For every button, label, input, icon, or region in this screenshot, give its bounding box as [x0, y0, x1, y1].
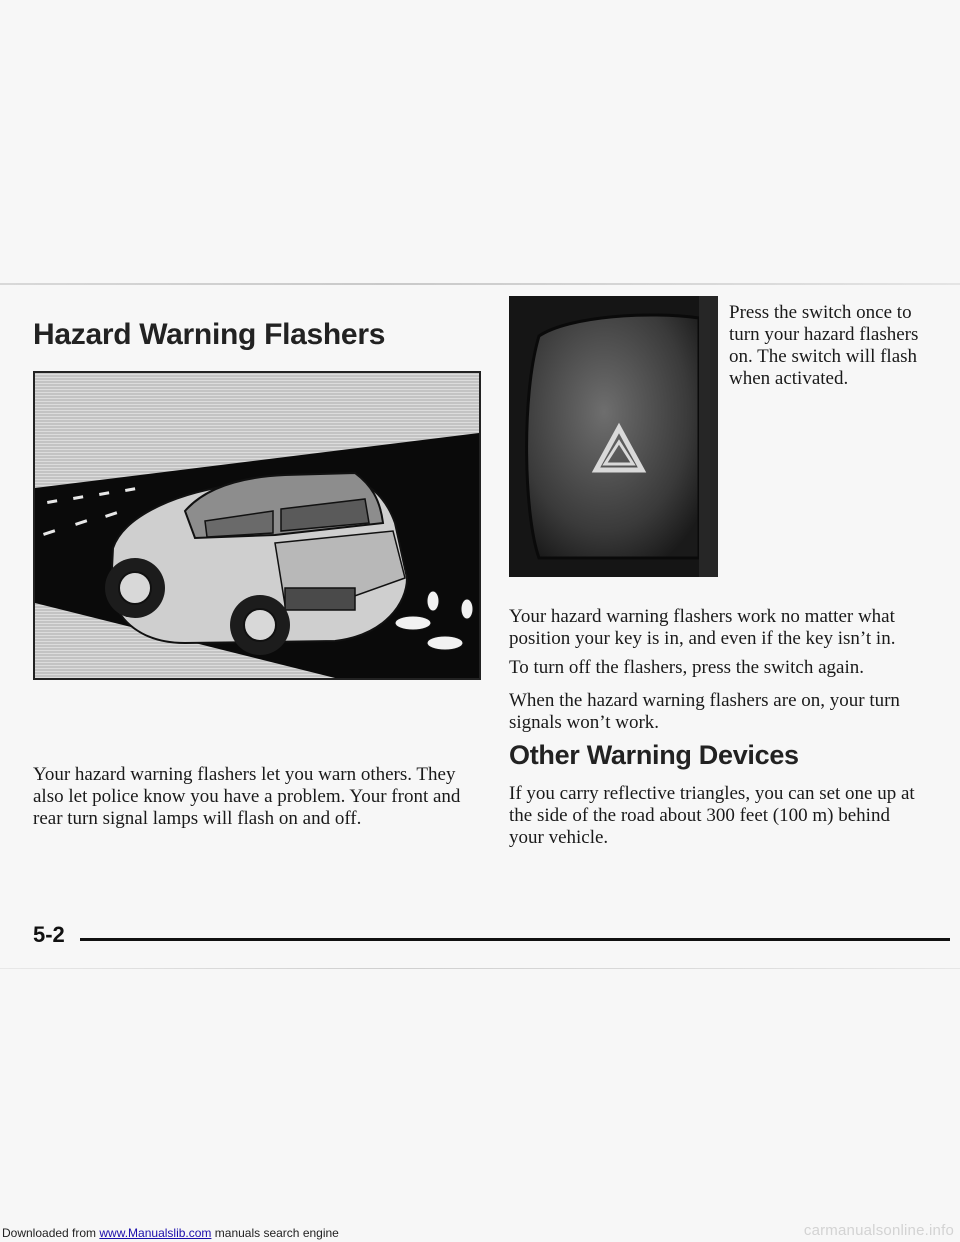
other-devices-title: Other Warning Devices [509, 740, 799, 770]
switch-instruction: Press the switch once to turn your hazard flashers on. The switch will flash when activated. [729, 302, 919, 389]
top-rule [0, 283, 960, 285]
page-number: 5-2 [33, 922, 65, 947]
other-devices-paragraph: If you carry reflective triangles, you can set one up at the side of the road about 300 feet (100 m) behind your vehicle. [509, 783, 915, 848]
hazard-switch-photo [509, 296, 718, 577]
hazard-switch-drawing [509, 296, 718, 577]
download-note [2, 1226, 339, 1240]
hazard-paragraph-2: To turn off the flashers, press the switch again. [509, 657, 865, 678]
download-suffix: manuals search engine [211, 1226, 339, 1240]
car-drawing [35, 373, 479, 678]
hazard-paragraph-3: When the hazard warning flashers are on, your turn signals won’t work. [509, 690, 900, 733]
hazard-description: Your hazard warning flashers let you warn others. They also let police know you have a problem. Your front and rear turn signal lamps will flash on and off. [33, 764, 461, 829]
manualslib-link[interactable]: www.Manualslib.com [99, 1226, 212, 1240]
hazard-paragraph-1: Your hazard warning flashers work no matter what position your key is in, and even if the key isn’t in. [509, 606, 896, 649]
site-watermark: carmanualsonline.info [803, 1222, 954, 1239]
footer-rule [80, 938, 950, 941]
download-prefix: Downloaded from [2, 1226, 100, 1240]
hazard-section-title: Hazard Warning Flashers [33, 318, 386, 351]
scan-edge-rule [0, 968, 960, 969]
car-hazard-illustration [33, 371, 481, 680]
